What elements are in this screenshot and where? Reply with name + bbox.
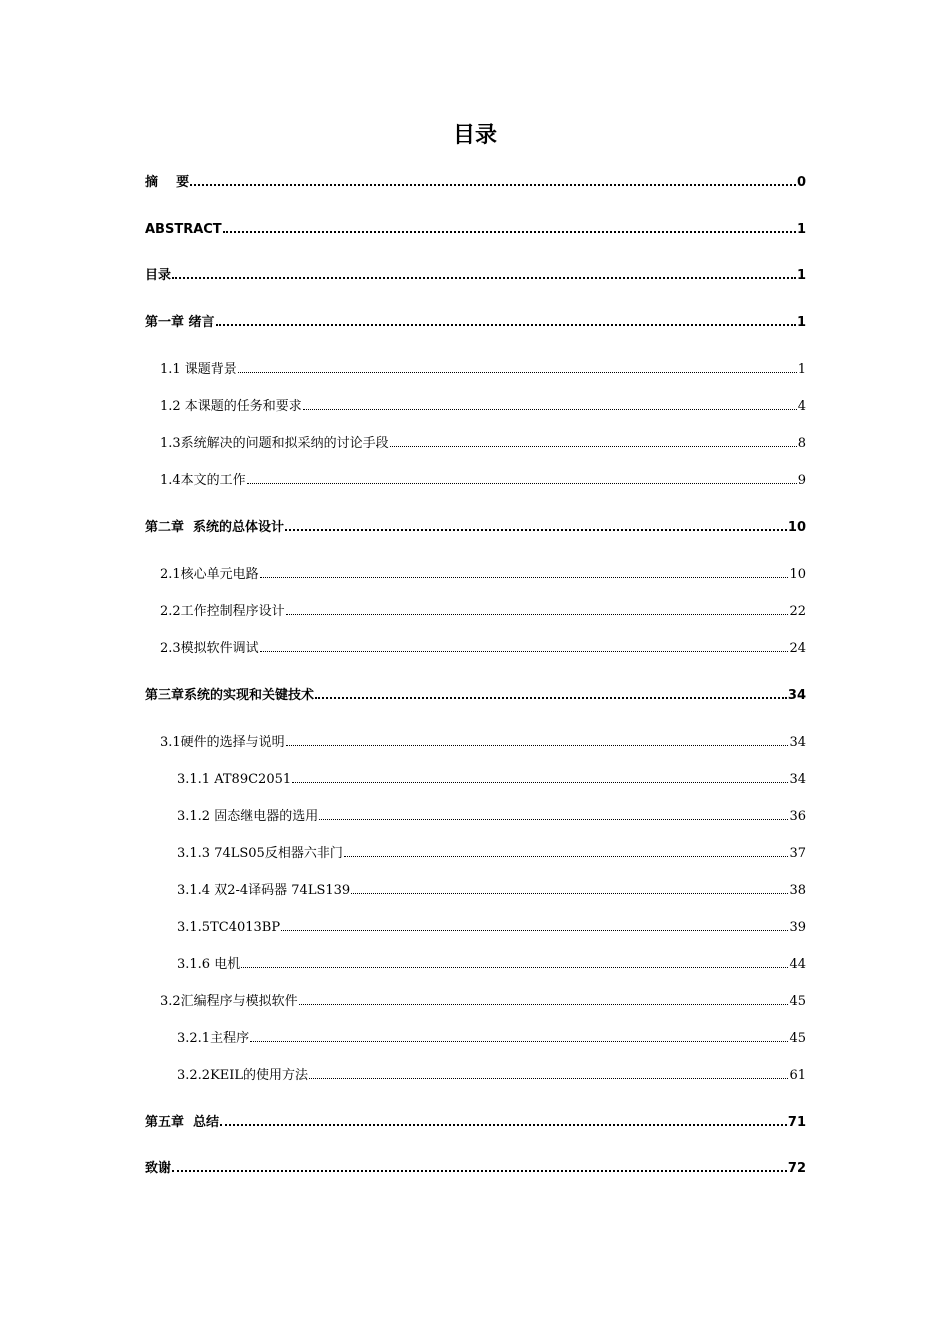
- toc-entry-label: 1.4本文的工作: [160, 473, 246, 488]
- toc-entry-page-number: 10: [789, 567, 806, 582]
- dot-leader: [390, 446, 797, 447]
- toc-entry-label: 目录: [145, 268, 172, 283]
- toc-entry[interactable]: [145, 1156, 806, 1176]
- toc-entry[interactable]: [160, 636, 806, 656]
- dot-leader: [260, 577, 789, 578]
- toc-entry-page-number: 34: [789, 772, 806, 787]
- toc-entry-label: 2.3模拟软件调试: [160, 641, 259, 656]
- toc-entry-label: 第一章 绪言: [145, 315, 215, 330]
- dot-leader: [238, 372, 797, 373]
- toc-entry-label: 第二章 系统的总体设计: [145, 520, 285, 535]
- toc-entry[interactable]: [177, 1026, 806, 1046]
- toc-entry-label: 1.3系统解决的问题和拟采纳的讨论手段: [160, 436, 389, 451]
- toc-entry-page-number: 9: [797, 473, 806, 488]
- dot-leader: [190, 184, 796, 186]
- toc-entry-page-number: 24: [789, 641, 806, 656]
- toc-entry-label: 致谢: [145, 1161, 172, 1176]
- dot-leader: [241, 967, 788, 968]
- toc-entry-label: 3.2.2KEIL的使用方法: [177, 1068, 309, 1083]
- dot-leader: [286, 614, 789, 615]
- toc-entry-page-number: 1: [796, 222, 806, 237]
- toc-entry-label: 3.1.4 双2-4译码器 74LS139: [177, 883, 351, 898]
- toc-entry-page-number: 34: [787, 688, 806, 703]
- dot-leader: [281, 930, 788, 931]
- toc-entry[interactable]: [177, 841, 806, 861]
- dot-leader: [223, 231, 796, 233]
- dot-leader: [292, 782, 788, 783]
- toc-entry-page-number: 61: [789, 1068, 806, 1083]
- toc-entry-page-number: 8: [797, 436, 806, 451]
- toc-entry[interactable]: [145, 217, 806, 237]
- toc-entry-page-number: 45: [789, 1031, 806, 1046]
- toc-entry-page-number: 34: [789, 735, 806, 750]
- toc-entry-page-number: 71: [787, 1115, 806, 1130]
- toc-entry-page-number: 22: [789, 604, 806, 619]
- toc-entry-label: 2.1核心单元电路: [160, 567, 259, 582]
- toc-entry-label: 3.1.1 AT89C2051: [177, 772, 292, 787]
- dot-leader: [247, 483, 797, 484]
- toc-entry-label: 3.1.6 电机: [177, 957, 241, 972]
- toc-entry-label: 3.1.5TC4013BP: [177, 920, 281, 935]
- dot-leader: [216, 324, 796, 326]
- dot-leader: [172, 277, 796, 279]
- dot-leader: [344, 856, 789, 857]
- toc-entry[interactable]: [145, 515, 806, 535]
- toc-entry-page-number: 38: [789, 883, 806, 898]
- toc-entry-page-number: 4: [797, 399, 806, 414]
- toc-entry[interactable]: [160, 357, 806, 377]
- toc-entry[interactable]: [160, 431, 806, 451]
- toc-entry[interactable]: [160, 562, 806, 582]
- dot-leader: [220, 1124, 787, 1126]
- dot-leader: [315, 697, 787, 699]
- dot-leader: [309, 1078, 788, 1079]
- toc-entry[interactable]: [177, 952, 806, 972]
- toc-entry-page-number: 45: [789, 994, 806, 1009]
- toc-entry-label: 3.1.2 固态继电器的选用: [177, 809, 319, 824]
- dot-leader: [285, 529, 787, 531]
- dot-leader: [260, 651, 789, 652]
- toc-entry-label: 1.1 课题背景: [160, 362, 237, 377]
- dot-leader: [303, 409, 797, 410]
- toc-entry-label: 1.2 本课题的任务和要求: [160, 399, 302, 414]
- toc-entry[interactable]: [160, 394, 806, 414]
- toc-entry-label: 3.1硬件的选择与说明: [160, 735, 285, 750]
- toc-entry[interactable]: [177, 878, 806, 898]
- toc-entry[interactable]: [145, 310, 806, 330]
- toc-entry-page-number: 1: [797, 362, 806, 377]
- toc-entry[interactable]: [177, 767, 806, 787]
- toc-entry[interactable]: [145, 1110, 806, 1130]
- toc-entry-page-number: 36: [789, 809, 806, 824]
- dot-leader: [286, 745, 789, 746]
- dot-leader: [351, 893, 788, 894]
- toc-entry-label: 摘 要: [145, 175, 190, 190]
- toc-entry[interactable]: [177, 915, 806, 935]
- dot-leader: [319, 819, 788, 820]
- toc-entry-page-number: 39: [789, 920, 806, 935]
- toc-entry-label: 3.2.1主程序: [177, 1031, 250, 1046]
- toc-entry[interactable]: [160, 989, 806, 1009]
- dot-leader: [299, 1004, 789, 1005]
- toc-entry[interactable]: [145, 170, 806, 190]
- toc-entry-page-number: 1: [796, 268, 806, 283]
- dot-leader: [250, 1041, 788, 1042]
- toc-entry-label: ABSTRACT: [145, 222, 222, 237]
- toc-entry[interactable]: [145, 263, 806, 283]
- toc-entry-page-number: 1: [796, 315, 806, 330]
- toc-entry-label: 2.2工作控制程序设计: [160, 604, 285, 619]
- toc-entry[interactable]: [160, 599, 806, 619]
- toc-entry-page-number: 37: [789, 846, 806, 861]
- toc-entry-page-number: 10: [787, 520, 806, 535]
- toc-entry[interactable]: [177, 1063, 806, 1083]
- toc-entry-label: 3.1.3 74LS05反相器六非门: [177, 846, 343, 861]
- toc-entry[interactable]: [160, 730, 806, 750]
- toc-entry[interactable]: [177, 804, 806, 824]
- toc-entry-page-number: 72: [787, 1161, 806, 1176]
- toc-entry-page-number: 44: [789, 957, 806, 972]
- toc-entry-label: 3.2汇编程序与模拟软件: [160, 994, 298, 1009]
- toc-entry-page-number: 0: [796, 175, 806, 190]
- toc-entry[interactable]: [145, 683, 806, 703]
- toc-entry-label: 第五章 总结: [145, 1115, 220, 1130]
- page-title: 目录: [452, 123, 497, 148]
- dot-leader: [172, 1170, 787, 1172]
- toc-entry[interactable]: [160, 468, 806, 488]
- toc-entry-label: 第三章系统的实现和关键技术: [145, 688, 315, 703]
